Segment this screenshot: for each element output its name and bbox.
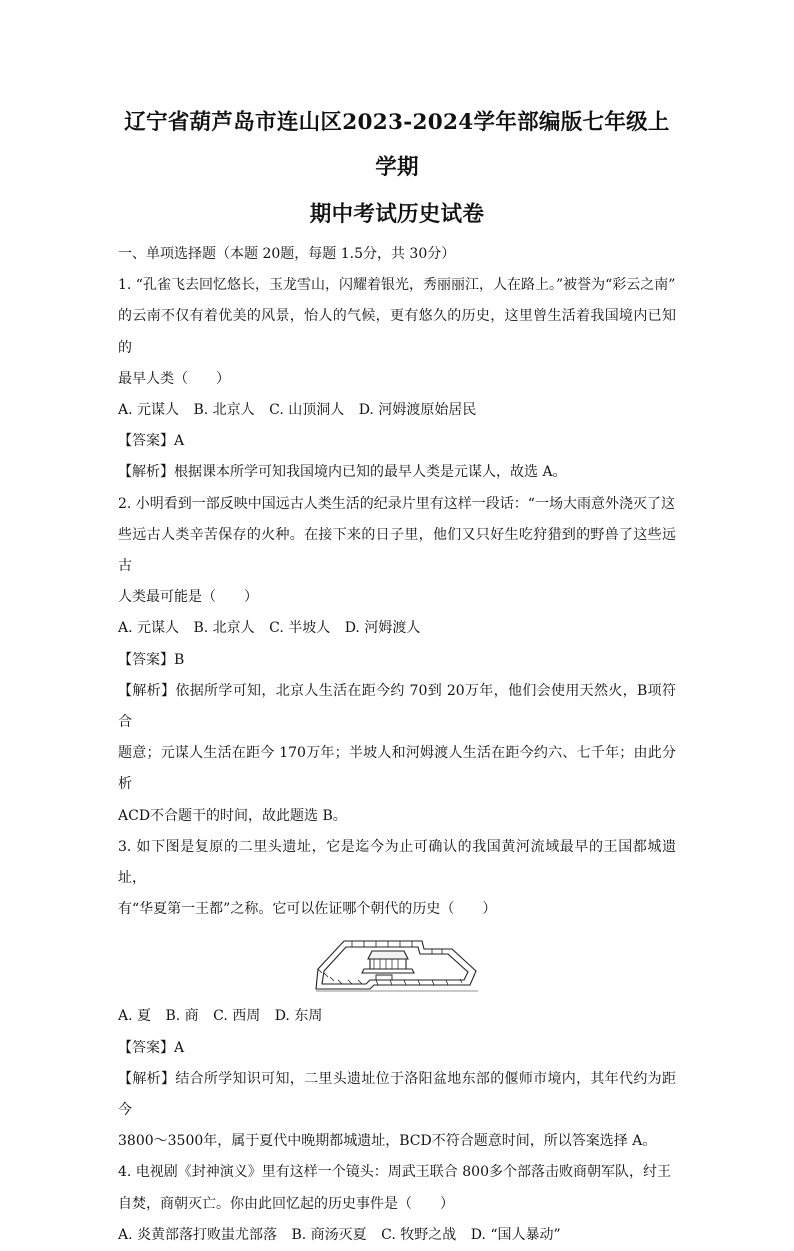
answer-line: 【答案】A	[118, 1039, 185, 1056]
page-title	[118, 100, 676, 237]
question-text-line: 最早人类（ ）	[118, 370, 230, 387]
option-b: B. 北京人	[193, 402, 255, 419]
option-b: B. 商	[165, 1008, 199, 1025]
question-text-line: 自焚，商朝灭亡。你由此回忆起的历史事件是（ ）	[118, 1195, 454, 1212]
option-b: B. 商汤灭夏	[291, 1226, 367, 1243]
question-text-line: 2. 小明看到一部反映中国远古人类生活的纪录片里有这样一段话：“一场大雨意外浇灭了这	[118, 495, 675, 512]
section-heading: 一、单项选择题（本题 20题，每题 1.5分，共 30分）	[118, 246, 456, 262]
question-options	[118, 395, 676, 426]
option-a: A. 元谋人	[118, 402, 180, 419]
option-d: D. “国人暴动”	[470, 1226, 561, 1243]
question-1	[118, 270, 676, 488]
question-text-line: 4. 电视剧《封神演义》里有这样一个镜头：周武王联合 800多个部落击败商朝军队，纣王	[118, 1164, 671, 1181]
question-4	[118, 1157, 676, 1251]
option-c: C. 半坡人	[269, 620, 331, 637]
answer-line: 【答案】A	[118, 433, 185, 450]
option-a: A. 夏	[118, 1008, 152, 1025]
option-c: C. 山顶洞人	[269, 402, 345, 419]
option-d: D. 河姆渡人	[344, 620, 421, 637]
answer-line: 【答案】B	[118, 651, 185, 668]
option-a: A. 炎黄部落打败蚩尤部落	[118, 1226, 278, 1243]
question-text-line: 些远古人类辛苦保存的火种。在接下来的日子里，他们又只好生吃狩猎到的野兽了这些远古	[118, 526, 676, 575]
question-text-line: 有“华夏第一王都”之称。它可以佐证哪个朝代的历史（ ）	[118, 901, 497, 918]
analysis-line: 3800～3500年，属于夏代中晚期都城遗址，BCD不符合题意时间，所以答案选择 A。	[118, 1133, 657, 1150]
option-b: B. 北京人	[193, 620, 255, 637]
option-d: D. 东周	[274, 1008, 323, 1025]
question-options	[118, 1220, 676, 1251]
analysis-line: 【解析】依据所学可知，北京人生活在距今约 70到 20万年，他们会使用天然火，B项符合	[118, 682, 676, 731]
question-text-line: 1. “孔雀飞去回忆悠长，玉龙雪山，闪耀着银光，秀丽丽江，人在路上。”被誉为“彩云之南”	[118, 277, 676, 294]
question-options	[118, 613, 676, 644]
analysis-line: ACD不合题干的时间，故此题选 B。	[118, 807, 347, 824]
question-2	[118, 489, 676, 832]
option-a: A. 元谋人	[118, 620, 180, 637]
option-c: C. 西周	[213, 1008, 261, 1025]
analysis-line: 题意；元谋人生活在距今 170万年；半坡人和河姆渡人生活在距今约六、七千年；由此分析	[118, 745, 676, 793]
erlitou-palace-drawing	[312, 929, 482, 995]
analysis-line: 【解析】结合所学知识可知，二里头遗址位于洛阳盆地东部的偃师市境内，其年代约为距今	[118, 1070, 676, 1119]
question-text-line: 人类最可能是（ ）	[118, 589, 258, 606]
question-3	[118, 832, 676, 1158]
title-line-1: 辽宁省葫芦岛市连山区2023-2024学年部编版七年级上学期	[124, 110, 670, 180]
option-c: C. 牧野之战	[381, 1226, 457, 1243]
question-text-line: 的云南不仅有着优美的风景，怡人的气候，更有悠久的历史，这里曾生活着我国境内已知的	[118, 308, 676, 356]
question-text-line: 3. 如下图是复原的二里头遗址，它是迄今为止可确认的我国黄河流域最早的王国都城遗址，	[118, 838, 676, 887]
erlitou-site-illustration	[118, 929, 676, 995]
option-d: D. 河姆渡原始居民	[358, 402, 477, 419]
title-line-2: 期中考试历史试卷	[309, 202, 485, 227]
question-options	[118, 1001, 676, 1032]
analysis-line: 【解析】根据课本所学可知我国境内已知的最早人类是元谋人，故选 A。	[118, 464, 567, 481]
